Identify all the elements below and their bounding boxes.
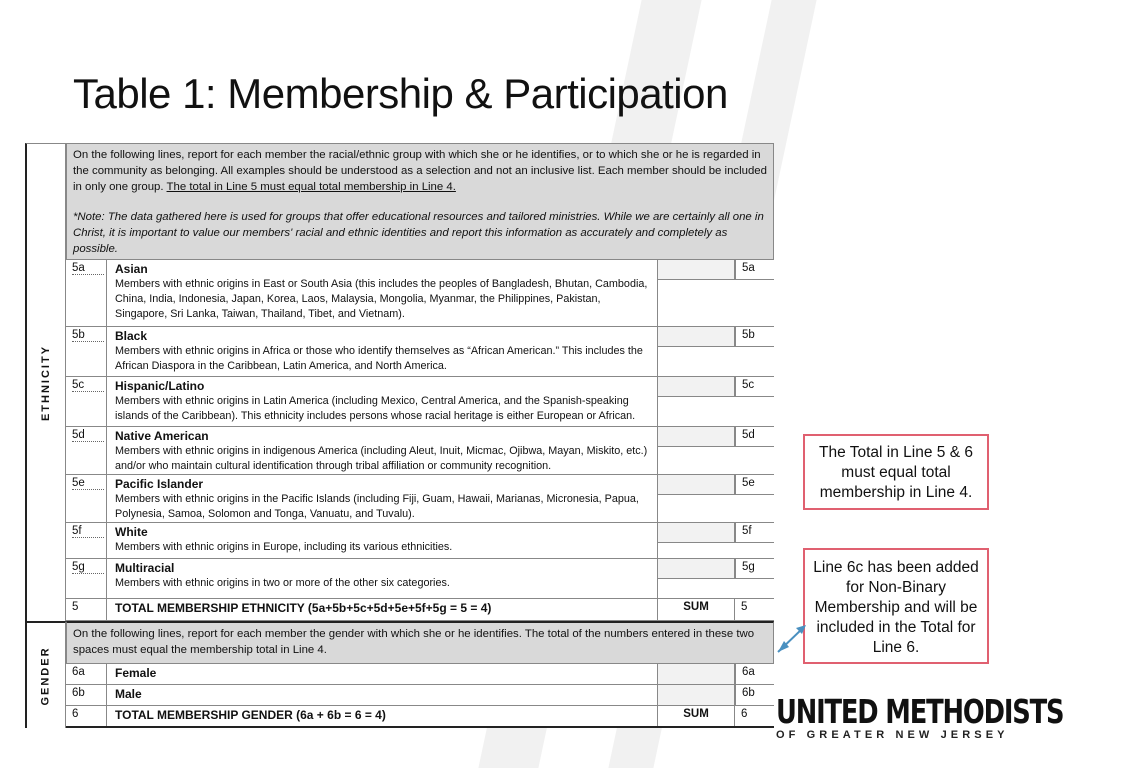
line-label: 5 bbox=[741, 601, 748, 613]
entry-field-5g[interactable] bbox=[657, 559, 735, 579]
line-label: 5d bbox=[735, 427, 774, 447]
total-text: TOTAL MEMBERSHIP GENDER (6a + 6b = 6 = 4) bbox=[115, 708, 386, 722]
entry-field-5e[interactable] bbox=[657, 475, 735, 495]
line-label: 5a bbox=[735, 260, 774, 280]
callout-total-note: The Total in Line 5 & 6 must equal total membership in Line 4. bbox=[803, 434, 989, 510]
ethnicity-row-5e bbox=[66, 475, 774, 523]
entry-field-5d[interactable] bbox=[657, 427, 735, 447]
category-name: Pacific Islander bbox=[115, 477, 204, 491]
entry-field-5a[interactable] bbox=[657, 260, 735, 280]
slide-title: Table 1: Membership & Participation bbox=[73, 70, 728, 117]
entry-field-5f[interactable] bbox=[657, 523, 735, 543]
total-text: TOTAL MEMBERSHIP ETHNICITY (5a+5b+5c+5d+5e+5f+5g = 5 = 4) bbox=[115, 601, 492, 615]
line-number: 5f bbox=[72, 525, 104, 538]
line-label: 5g bbox=[735, 559, 774, 579]
ethnicity-row-5b bbox=[66, 327, 774, 377]
line-label: 6b bbox=[735, 685, 774, 706]
line-number: 5 bbox=[72, 601, 79, 613]
category-name: Asian bbox=[115, 262, 148, 276]
category-description: Members with ethnic origins in Europe, including its various ethnicities. bbox=[115, 541, 453, 553]
category-description: Members with ethnic origins in Africa or those who identify themselves as “African American.” This includes the African Diaspora in the Caribbean, Latin America, and North America. bbox=[115, 345, 643, 372]
entry-field-6b[interactable] bbox=[657, 685, 735, 706]
entry-field-5c[interactable] bbox=[657, 377, 735, 397]
ethnicity-row-5g bbox=[66, 559, 774, 599]
line-label: 5f bbox=[735, 523, 774, 543]
gender-instructions: On the following lines, report for each member the gender with which she or he identifies. The total of the numbers entered in these two spaces must equal the membership total in Line 4. bbox=[66, 621, 774, 664]
sum-cell: SUM bbox=[657, 599, 735, 620]
category-name: White bbox=[115, 525, 148, 539]
line-label: 5c bbox=[735, 377, 774, 397]
category-name: Multiracial bbox=[115, 561, 175, 575]
line-number: 6 bbox=[72, 708, 79, 720]
category-description: Members with ethnic origins in the Pacific Islands (including Fiji, Guam, Hawaii, Marianas, Micronesia, Papua, Polynesia, Samoa, Solomon and Tonga, Vanuatu, and Tuvalu). bbox=[115, 493, 639, 520]
ethnicity-row-5c bbox=[66, 377, 774, 427]
gender-row-6a bbox=[66, 664, 774, 685]
callout-non-binary-note: Line 6c has been added for Non-Binary Membership and will be included in the Total for Line 6. bbox=[803, 548, 989, 664]
line-label: 6 bbox=[741, 708, 748, 720]
category-name: Male bbox=[115, 687, 142, 701]
line-number: 5g bbox=[72, 561, 104, 574]
category-description: Members with ethnic origins in two or more of the other six categories. bbox=[115, 577, 450, 589]
organization-logo bbox=[776, 692, 1144, 741]
category-description: Members with ethnic origins in indigenous America (including Aleut, Inuit, Micmac, Ojibwa, Mayan, Miskito, etc.) and/or who maintain cultural identification through tribal affiliation or community recognition. bbox=[115, 445, 648, 472]
line-number: 5a bbox=[72, 262, 104, 275]
line-number: 6b bbox=[72, 687, 85, 699]
line-label: 6a bbox=[735, 664, 774, 685]
gender-row-6b bbox=[66, 685, 774, 706]
category-description: Members with ethnic origins in East or South Asia (this includes the peoples of Bangladesh, Bhutan, Cambodia, China, India, Indonesia, Japan, Korea, Laos, Malaysia, Mongolia, Myanmar, the Philippines, Pakistan, Singapore, Sri Lanka, Taiwan, Thailand, Tibet, and Vietnam). bbox=[115, 278, 648, 320]
category-name: Female bbox=[115, 666, 157, 680]
logo-main-text: UNITED METHODISTS bbox=[776, 692, 1064, 731]
category-name: Native American bbox=[115, 429, 209, 443]
ethnicity-section-label: ETHNICITY bbox=[25, 143, 66, 621]
category-description: Members with ethnic origins in Latin America (including Mexico, Central America, and the Spanish-speaking islands of the Caribbean). This ethnicity includes persons whose racial heritage is either European or African. bbox=[115, 395, 636, 422]
category-name: Black bbox=[115, 329, 148, 343]
line-number: 5e bbox=[72, 477, 104, 490]
gender-section-label: GENDER bbox=[25, 621, 66, 728]
line-number: 5b bbox=[72, 329, 104, 342]
line-label: 5e bbox=[735, 475, 774, 495]
category-name: Hispanic/Latino bbox=[115, 379, 205, 393]
ethnicity-row-5d bbox=[66, 427, 774, 475]
membership-form bbox=[25, 143, 774, 728]
instruction-underlined: The total in Line 5 must equal total membership in Line 4. bbox=[166, 181, 456, 193]
line-number: 6a bbox=[72, 666, 85, 678]
entry-field-6a[interactable] bbox=[657, 664, 735, 685]
line-number: 5c bbox=[72, 379, 104, 392]
line-label: 5b bbox=[735, 327, 774, 347]
entry-field-5b[interactable] bbox=[657, 327, 735, 347]
gender-total-row bbox=[66, 706, 774, 728]
ethnicity-row-5f bbox=[66, 523, 774, 559]
ethnicity-total-row bbox=[66, 599, 774, 621]
ethnicity-row-5a bbox=[66, 260, 774, 327]
logo-sub-text: OF GREATER NEW JERSEY bbox=[776, 729, 1009, 741]
line-number: 5d bbox=[72, 429, 104, 442]
sum-cell: SUM bbox=[657, 706, 735, 726]
ethnicity-instructions: On the following lines, report for each member the racial/ethnic group with which she or he identifies, or to which she or he is regarded in the community as belonging. All examples should be understood as a selection and not an inclusive list. Each member should be included in only one group. The total in Line 5 must equal total membership in Line 4. *Note: The data gathered here is used for groups that offer educational resources and tailored ministries. While we are certainly all one in Christ, it is important to value our members' racial and ethnic identities and report this information as accurately and completely as possible. bbox=[66, 143, 774, 260]
ethnicity-note: *Note: The data gathered here is used for groups that offer educational resources and tailored ministries. While we are certainly all one in Christ, it is important to value our members' racial and ethnic identities and report this information as accurately and completely as possible. bbox=[73, 211, 764, 255]
